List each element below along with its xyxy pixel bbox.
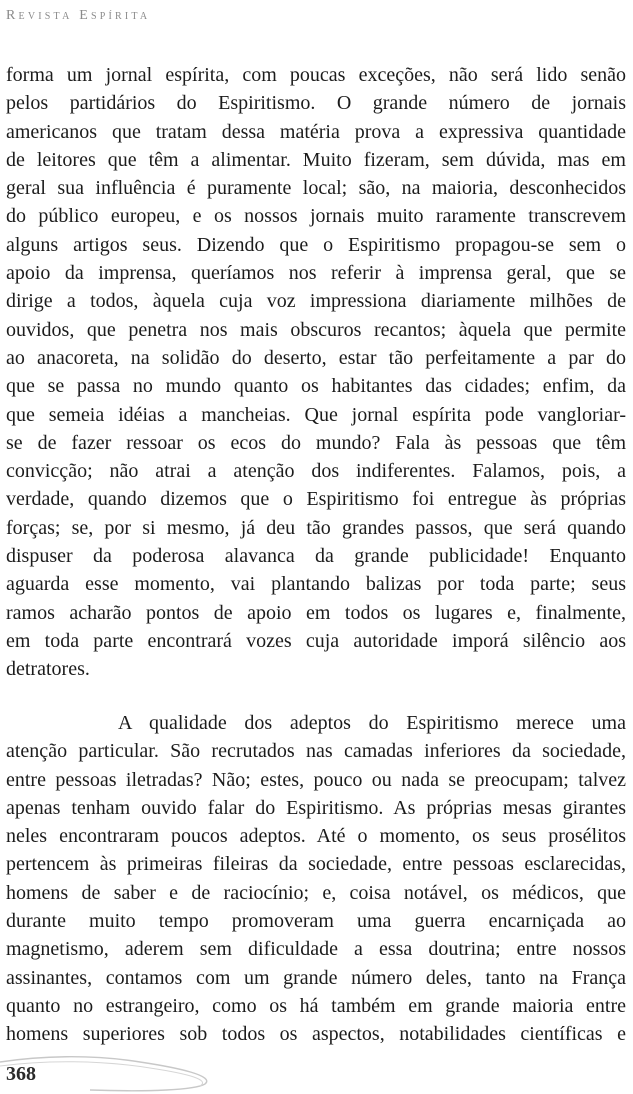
text-line: dirige a todos, àquela cuja voz impressiona diariamente milhões de xyxy=(6,290,626,313)
text-line: detratores. xyxy=(6,658,90,681)
paragraph-2 xyxy=(6,709,626,1049)
text-line: assinantes, contamos com um grande número deles, tanto na França xyxy=(6,966,626,989)
text-line: em toda parte encontrará vozes cuja autoridade imporá silêncio aos xyxy=(6,629,626,652)
text-line: homens superiores sob todos os aspectos, notabilidades científicas e xyxy=(6,1023,626,1046)
text-line: magnetismo, aderem sem dificuldade a essa doutrina; entre nossos xyxy=(6,938,626,961)
text-line: quanto no estrangeiro, como os há também em grande maioria entre xyxy=(6,994,626,1017)
text-line: ramos acharão pontos de apoio em todos os lugares e, finalmente, xyxy=(6,601,626,624)
text-line: forças; se, por si mesmo, já deu tão grandes passos, que será quando xyxy=(6,516,626,539)
text-line: do público europeu, e os nossos jornais muito raramente transcrevem xyxy=(6,205,626,228)
text-line: durante muito tempo promoveram uma guerra encarniçada ao xyxy=(6,910,626,933)
text-line: americanos que tratam dessa matéria prova a expressiva quantidade xyxy=(6,120,626,143)
running-header: Revista Espírita xyxy=(6,8,151,23)
text-line: alguns artigos seus. Dizendo que o Espiritismo propagou-se sem o xyxy=(6,233,626,256)
text-line: apenas tenham ouvido falar do Espiritismo. As próprias mesas girantes xyxy=(6,796,626,819)
text-line: forma um jornal espírita, com poucas exceções, não será lido senão xyxy=(6,64,626,86)
text-line: convicção; não atrai a atenção dos indiferentes. Falamos, pois, a xyxy=(6,460,626,483)
text-line: dispuser da poderosa alavanca da grande publicidade! Enquanto xyxy=(6,545,626,568)
text-line: ao anacoreta, na solidão do deserto, estar tão perfeitamente a par do xyxy=(6,346,626,369)
text-line: ouvidos, que penetra nos mais obscuros recantos; àquela que permite xyxy=(6,318,626,341)
text-line: atenção particular. São recrutados nas camadas inferiores da sociedade, xyxy=(6,740,626,763)
text-line: homens de saber e de raciocínio; e, coisa notável, os médicos, que xyxy=(6,881,626,904)
text-line: geral sua influência é puramente local; são, na maioria, desconhecidos xyxy=(6,177,626,200)
text-line: entre pessoas iletradas? Não; estes, pouco ou nada se preocupam; talvez xyxy=(6,768,626,791)
text-line: verdade, quando dizemos que o Espiritismo foi entregue às próprias xyxy=(6,488,626,511)
text-line: apoio da imprensa, queríamos nos referir à imprensa geral, que se xyxy=(6,262,626,285)
text-line: que semeia idéias a mancheias. Que jornal espírita pode vangloriar- xyxy=(6,403,626,426)
text-line: se de fazer ressoar os ecos do mundo? Fala às pessoas que têm xyxy=(6,431,626,454)
text-line: aguarda esse momento, vai plantando balizas por toda parte; seus xyxy=(6,573,626,596)
text-line: que se passa no mundo quanto os habitantes das cidades; enfim, da xyxy=(6,375,626,398)
paragraph-1 xyxy=(6,61,626,684)
text-line: A qualidade dos adeptos do Espiritismo merece uma xyxy=(118,712,626,734)
text-line: pelos partidários do Espiritismo. O grande número de jornais xyxy=(6,92,626,115)
text-line: de leitores que têm a alimentar. Muito fizeram, sem dúvida, mas em xyxy=(6,148,626,171)
text-line: neles encontraram poucos adeptos. Até o momento, os seus prosélitos xyxy=(6,825,626,848)
page-number: 368 xyxy=(6,1063,36,1085)
text-line: pertencem às primeiras fileiras da sociedade, entre pessoas esclarecidas, xyxy=(6,853,626,876)
